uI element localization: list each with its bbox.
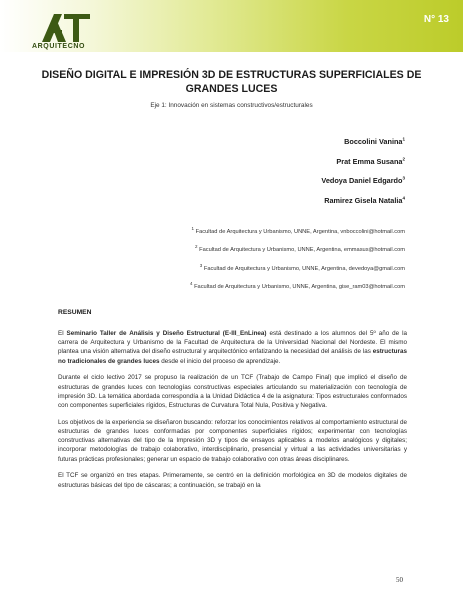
abstract-body xyxy=(58,329,407,497)
header-band xyxy=(0,0,463,52)
affiliation: $^1$ Facultad de Arquitectura y Urbanismo, UNNE, Argentina, vnboccolini@hotmail.com xyxy=(191,226,405,235)
abstract-heading: RESUMEN xyxy=(58,309,92,316)
affiliation: $^4$ Facultad de Arquitectura y Urbanismo, UNNE, Argentina, gise_ram03@hotmail.com xyxy=(189,281,405,291)
abstract-paragraph: El Seminario Taller de Análisis y Diseño Estructural (E-III_EnLinea) está destinado a los alumnos del 5º año de la carrera de Arquitectura y Urbanismo de la Facultad de Arquitectura de la Universidad Nacional del Nordeste. El mismo plantea una visión alternativa del diseño estructural y arquitectónico enfatizando la necesidad del análisis de las estructuras no tradicionales de grandes luces desde el inicio del proceso de aprendizaje. xyxy=(58,330,407,365)
author: Boccolini Vanina$^1$ xyxy=(344,136,405,146)
affiliation: $^3$ Facultad de Arquitectura y Urbanismo, UNNE, Argentina, devedoya@gmail.com xyxy=(199,262,405,272)
paper-track: Eje 1: Innovación en sistemas constructivos/estructurales xyxy=(150,102,313,109)
page-number: 50 xyxy=(396,576,403,584)
author: Vedoya Daniel Edgardo$^3$ xyxy=(321,175,405,185)
logo-text: ARQUITECNO xyxy=(32,43,86,50)
abstract-paragraph: El TCF se organizó en tres etapas. Primeramente, se centró en la definición morfológica en 3D de modelos digitales de estructuras básicas del tipo de cáscaras; a continuación, se trabajó en la xyxy=(58,472,407,489)
issue-number: N° 13 xyxy=(423,14,449,25)
arquitecno-logo xyxy=(30,12,110,54)
paper-title: DISEÑO DIGITAL E IMPRESIÓN 3D DE ESTRUCTURAS SUPERFICIALES DE GRANDES LUCES xyxy=(41,69,422,95)
author: Prat Emma Susana$^2$ xyxy=(336,156,405,166)
affiliation-list xyxy=(189,226,405,303)
author: Ramirez Gisela Natalia$^4$ xyxy=(324,195,405,205)
affiliation: $^2$ Facultad de Arquitectura y Urbanismo, UNNE, Argentina, emmasus@hotmail.com xyxy=(195,244,405,254)
abstract-paragraph: Los objetivos de la experiencia se diseñaron buscando: reforzar los conocimientos relativos al comportamiento estructural de estructuras de grandes luces conformadas por componentes superficiales rígidos; experimentar con tecnologías constructivas alternativas del tipo de la Impresión 3D y tipos de ensayos aplicables a modelos analógicos y digitales; incorporar metodologías de trabajo colaborativo, interdisciplinario, presencial y virtual a las actividades universitarias y futuras prácticas profesionales; generar un espacio de trabajo colaborativo con otras áreas disciplinares. xyxy=(58,418,407,463)
author-list xyxy=(321,137,405,215)
abstract-paragraph: Durante el ciclo lectivo 2017 se propuso la realización de un TCF (Trabajo de Campo Final) que implicó el diseño de estructuras de grandes luces con tecnologías constructivas especiales articulando su materialización con tecnología de impresión 3D. La temática abordada correspondía a la Unidad Didáctica 4 de la asignatura: Tipos estructurales conformados con componentes superficiales rígidos, Estructuras de Curvatura Total Nula, Positiva y Negativa. xyxy=(58,374,407,410)
arquitecno-logo-icon xyxy=(40,12,92,42)
